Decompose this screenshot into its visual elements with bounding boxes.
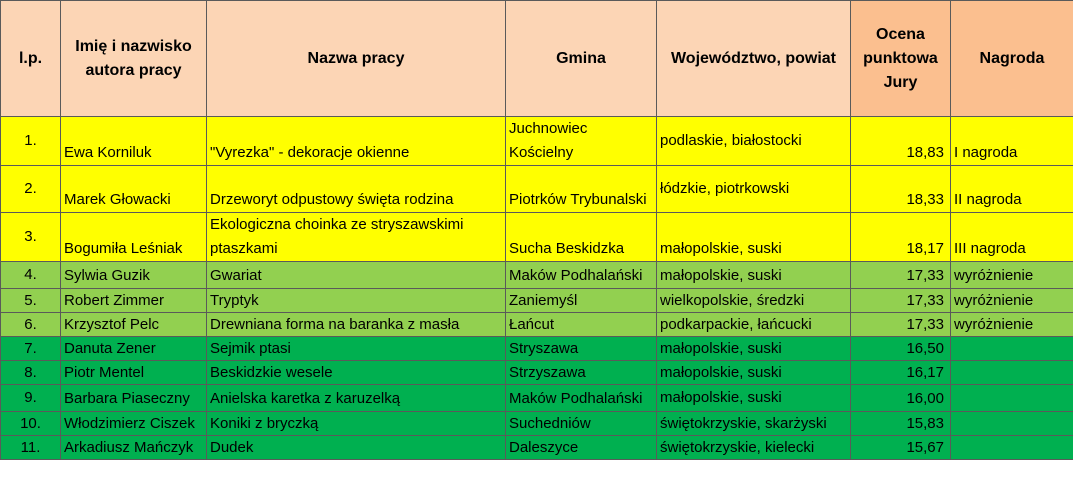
- header-row: [1, 1, 1073, 117]
- cell-region[interactable]: wielkopolskie, średzki: [657, 289, 851, 313]
- cell-title[interactable]: Sejmik ptasi: [207, 337, 506, 361]
- cell-score[interactable]: 17,33: [851, 262, 951, 289]
- cell-title[interactable]: Anielska karetka z karuzelką: [207, 385, 506, 412]
- cell-author[interactable]: Marek Głowacki: [61, 166, 207, 213]
- cell-prize[interactable]: III nagroda: [951, 213, 1073, 262]
- cell-gmina[interactable]: Zaniemyśl: [506, 289, 657, 313]
- cell-prize[interactable]: I nagroda: [951, 117, 1073, 166]
- cell-title[interactable]: Gwariat: [207, 262, 506, 289]
- cell-author[interactable]: Włodzimierz Ciszek: [61, 412, 207, 436]
- cell-region[interactable]: podkarpackie, łańcucki: [657, 313, 851, 337]
- cell-score[interactable]: 17,33: [851, 289, 951, 313]
- cell-region[interactable]: małopolskie, suski: [657, 213, 851, 262]
- cell-title[interactable]: Beskidzkie wesele: [207, 361, 506, 385]
- cell-prize[interactable]: wyróżnienie: [951, 289, 1073, 313]
- cell-gmina[interactable]: Sucha Beskidzka: [506, 213, 657, 262]
- cell-prize[interactable]: [951, 385, 1073, 412]
- cell-lp[interactable]: 9.: [1, 385, 61, 412]
- cell-title[interactable]: Koniki z bryczką: [207, 412, 506, 436]
- cell-gmina[interactable]: Strzyszawa: [506, 361, 657, 385]
- cell-author[interactable]: Arkadiusz Mańczyk: [61, 436, 207, 460]
- cell-score[interactable]: 16,17: [851, 361, 951, 385]
- table-row: [1, 213, 1073, 262]
- table-row: [1, 361, 1073, 385]
- header-region[interactable]: Województwo, powiat: [657, 1, 851, 117]
- table-row: [1, 289, 1073, 313]
- cell-gmina[interactable]: Suchedniów: [506, 412, 657, 436]
- header-gmina[interactable]: Gmina: [506, 1, 657, 117]
- cell-title[interactable]: Dudek: [207, 436, 506, 460]
- cell-score[interactable]: 15,67: [851, 436, 951, 460]
- cell-prize[interactable]: [951, 436, 1073, 460]
- cell-region[interactable]: podlaskie, białostocki: [657, 117, 851, 166]
- cell-gmina[interactable]: Juchnowiec Kościelny: [506, 117, 657, 166]
- cell-gmina[interactable]: Łańcut: [506, 313, 657, 337]
- cell-prize[interactable]: wyróżnienie: [951, 262, 1073, 289]
- cell-score[interactable]: 16,50: [851, 337, 951, 361]
- cell-author[interactable]: Ewa Korniluk: [61, 117, 207, 166]
- cell-region[interactable]: małopolskie, suski: [657, 337, 851, 361]
- cell-gmina[interactable]: Piotrków Trybunalski: [506, 166, 657, 213]
- table-row: [1, 337, 1073, 361]
- cell-gmina[interactable]: Maków Podhalański: [506, 262, 657, 289]
- cell-gmina[interactable]: Stryszawa: [506, 337, 657, 361]
- header-author[interactable]: Imię i nazwisko autora pracy: [61, 1, 207, 117]
- cell-score[interactable]: 15,83: [851, 412, 951, 436]
- cell-region[interactable]: małopolskie, suski: [657, 385, 851, 412]
- table-row: [1, 262, 1073, 289]
- cell-author[interactable]: Sylwia Guzik: [61, 262, 207, 289]
- cell-author[interactable]: Barbara Piaseczny: [61, 385, 207, 412]
- cell-gmina[interactable]: Daleszyce: [506, 436, 657, 460]
- cell-score[interactable]: 17,33: [851, 313, 951, 337]
- table-row: [1, 385, 1073, 412]
- header-prize[interactable]: Nagroda: [951, 1, 1073, 117]
- cell-title[interactable]: Tryptyk: [207, 289, 506, 313]
- cell-lp[interactable]: 8.: [1, 361, 61, 385]
- cell-lp[interactable]: 1.: [1, 117, 61, 166]
- cell-prize[interactable]: wyróżnienie: [951, 313, 1073, 337]
- cell-author[interactable]: Bogumiła Leśniak: [61, 213, 207, 262]
- table-row: [1, 436, 1073, 460]
- cell-title[interactable]: Ekologiczna choinka ze stryszawskimi ptaszkami: [207, 213, 506, 262]
- header-lp[interactable]: l.p.: [1, 1, 61, 117]
- cell-region[interactable]: małopolskie, suski: [657, 262, 851, 289]
- cell-title[interactable]: Drewniana forma na baranka z masła: [207, 313, 506, 337]
- cell-lp[interactable]: 11.: [1, 436, 61, 460]
- cell-title[interactable]: Drzeworyt odpustowy święta rodzina: [207, 166, 506, 213]
- cell-author[interactable]: Krzysztof Pelc: [61, 313, 207, 337]
- cell-lp[interactable]: 2.: [1, 166, 61, 213]
- cell-score[interactable]: 18,33: [851, 166, 951, 213]
- cell-lp[interactable]: 3.: [1, 213, 61, 262]
- cell-prize[interactable]: [951, 361, 1073, 385]
- cell-region[interactable]: łódzkie, piotrkowski: [657, 166, 851, 213]
- table-row: [1, 117, 1073, 166]
- cell-gmina[interactable]: Maków Podhalański: [506, 385, 657, 412]
- cell-title[interactable]: "Vyrezka" - dekoracje okienne: [207, 117, 506, 166]
- table-row: [1, 166, 1073, 213]
- cell-region[interactable]: małopolskie, suski: [657, 361, 851, 385]
- cell-lp[interactable]: 7.: [1, 337, 61, 361]
- header-score[interactable]: Ocena punktowa Jury: [851, 1, 951, 117]
- cell-author[interactable]: Danuta Zener: [61, 337, 207, 361]
- cell-score[interactable]: 16,00: [851, 385, 951, 412]
- cell-author[interactable]: Robert Zimmer: [61, 289, 207, 313]
- cell-lp[interactable]: 4.: [1, 262, 61, 289]
- cell-author[interactable]: Piotr Mentel: [61, 361, 207, 385]
- cell-prize[interactable]: II nagroda: [951, 166, 1073, 213]
- cell-lp[interactable]: 6.: [1, 313, 61, 337]
- cell-prize[interactable]: [951, 412, 1073, 436]
- cell-lp[interactable]: 5.: [1, 289, 61, 313]
- table-row: [1, 412, 1073, 436]
- table-row: [1, 313, 1073, 337]
- cell-region[interactable]: świętokrzyskie, skarżyski: [657, 412, 851, 436]
- header-title[interactable]: Nazwa pracy: [207, 1, 506, 117]
- cell-region[interactable]: świętokrzyskie, kielecki: [657, 436, 851, 460]
- cell-prize[interactable]: [951, 337, 1073, 361]
- cell-score[interactable]: 18,17: [851, 213, 951, 262]
- cell-lp[interactable]: 10.: [1, 412, 61, 436]
- cell-score[interactable]: 18,83: [851, 117, 951, 166]
